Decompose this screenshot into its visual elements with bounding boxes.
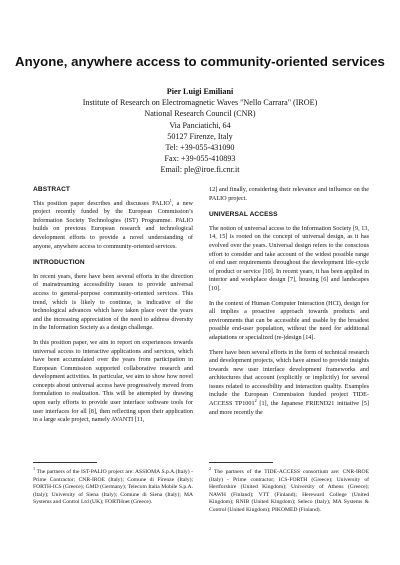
footnote-rule — [33, 462, 97, 463]
introduction-heading: INTRODUCTION — [33, 259, 85, 267]
author-name: Pier Luigi Emiliani — [166, 87, 234, 96]
footnote-1 — [33, 466, 193, 507]
author-email: Email: ple@iroe.fi.cnr.it — [160, 165, 240, 175]
address-city: 50127 Firenze, Italy — [167, 131, 233, 141]
introduction-continuation: 12] and finally, considering their relevance and influence on the PALIO project. — [209, 186, 369, 202]
footnote-ref-2: 2 — [254, 398, 257, 403]
universal-access-paragraph-1: The notion of universal access to the Information Society [9, 13, 14, 15] is rooted on the concept of universal design, as it has evolved over the years. Universal design refers to the conscious effort to consider and take account of the widest possible range of end user requirements throughout the development life-cycle of product or service [10]. In recent years, it has been applied in interior and workplace design [7], housing [6] and landscapes [10]. — [209, 224, 369, 292]
footnote-1-marker: 1 — [33, 466, 36, 472]
introduction-paragraph-1: In recent years, there have been several efforts in the direction of mainstreaming accessibility issues to provide universal access to general-purpose community-oriented services. This trend, which is likely to continue, is indicative of the technological advances which have taken place over the years and the increasing appreciation of the need to address diversity in the Information Society as a design challenge. — [33, 272, 193, 332]
left-column — [33, 186, 193, 431]
address-street: Via Panciatichi, 64 — [169, 120, 231, 130]
affiliation-institute: Institute of Research on Electromagnetic Waves "Nello Carrara" (IROE) — [82, 98, 318, 108]
author-tel: Tel: +39-055-431090 — [165, 143, 235, 153]
footnote-left — [33, 462, 193, 507]
affiliation-council: National Research Council (CNR) — [144, 109, 256, 119]
abstract-text-b: , a new project recently funded by the European Commission’s Information Society Technologies (IST) Programme. PALIO builds on previous European research and technological development efforts to provide a novel understanding of anyone, anywhere access to community-oriented services. — [33, 199, 193, 250]
universal-access-paragraph-3b: [1], the Japanese FRIEND21 initiative [5] and more recently the — [209, 400, 369, 416]
introduction-paragraph-2: In this position paper, we aim to report on experiences towards universal access to interactive applications and services, which have been accumulated over the years from participation in European Commission supported collaborative research and development activities. In particular, we aim to show how novel concepts about universal access have progressively moved from formulation to realization. This will be attempted by drawing upon early efforts to provide user interface software tools for user interfaces for all [8], then reflecting upon their application in a large scale project, namely AVANTI [11, — [33, 338, 193, 424]
author-block — [0, 86, 400, 176]
footnote-2-marker: 2 — [209, 466, 212, 472]
universal-access-paragraph-3 — [209, 349, 369, 418]
universal-access-paragraph-2: In the context of Human Computer Interaction (HCI), design for all implies a proactive approach towards products and environments that can be accessible and usable by the broadest possible end-user population, without the need for additional adaptations or specialized (re-)design [14]. — [209, 299, 369, 341]
right-column — [209, 186, 369, 423]
universal-access-heading: UNIVERSAL ACCESS — [209, 211, 278, 219]
footnote-2 — [209, 466, 369, 515]
author-fax: Fax: +39-055-410893 — [164, 154, 236, 164]
footnote-rule — [209, 462, 273, 463]
footnote-1-text: The partners of the IST-PALIO project are: ASSIOMA S.p.A.(Italy) - Prime Contractor; CNR-IROE (Italy); Comune di Firenze (Italy); FORTH-ICS (Greece); GMD (Germany); Telecom Italia Mobile S.p.A. (Italy); University of Siena (Italy); Comune di Siena (Italy); MA Systems and Control Ltd (UK); FORTHnet (Greece). — [33, 469, 193, 506]
abstract-text-a: This position paper describes and discusses PALIO — [33, 199, 170, 207]
paper-title: Anyone, anywhere access to community-oriented services — [15, 54, 385, 69]
abstract-text — [33, 197, 193, 252]
abstract-heading: ABSTRACT — [33, 186, 71, 193]
footnote-2-text: The partners of the TIDE-ACCESS consortium are: CNR-IROE (Italy) - Prime contractor; ICS-FORTH (Greece); University of Hertforshire (United Kingdom); University of Athens (Greece); NAWH (Finland); VTT (Finland); Hereward College (United Kingdom); RNIB (United Kingdom); Seleco (Italy); MA Systems & Control (United Kingdom); PIKOMED (Finland). — [209, 469, 369, 513]
universal-access-paragraph-3a: There have been several efforts in the form of technical research and development projects, which have aimed to provide insights towards new user interface development frameworks and architectures that account (explicitly or implicitly) for several issues related to accessibility and interaction quality. Examples include the European Commission funded project TIDE-ACCESS TP1001 — [209, 348, 369, 408]
footnote-right — [209, 462, 369, 515]
footnote-ref-1: 1 — [169, 197, 172, 203]
